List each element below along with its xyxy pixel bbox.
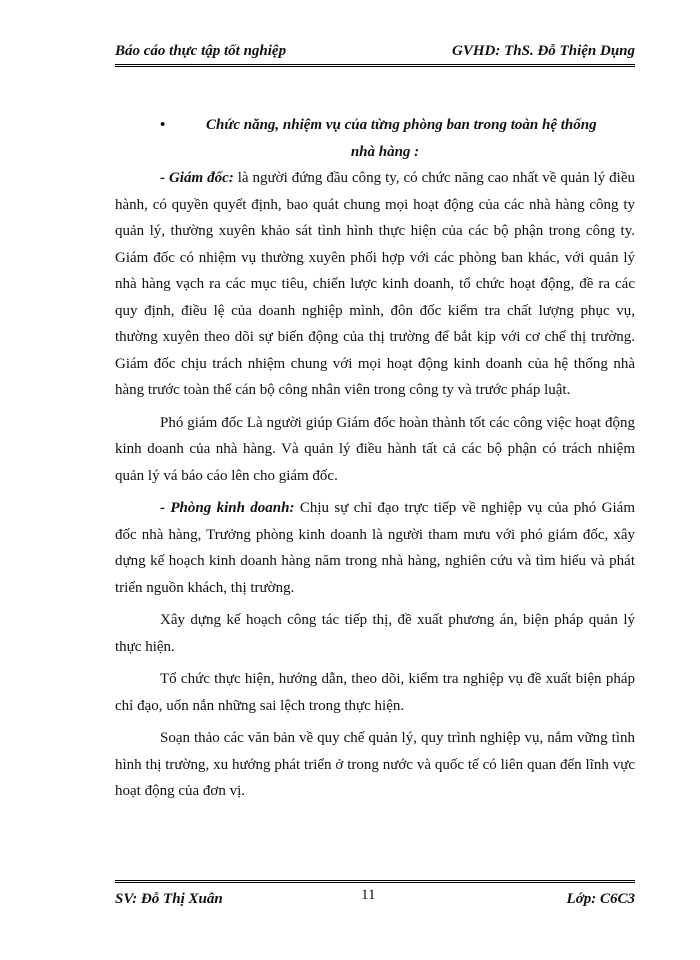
paragraph-business-dept [115,495,635,601]
page-header [115,40,635,67]
paragraph-deputy-director: Phó giám đốc Là người giúp Giám đốc hoàn thành tốt các công việc hoạt động kinh doanh của nhà hàng. Và quản lý điều hành tất cả các bộ phận có trách nhiệm quản lý vá báo cáo lên cho giám đốc. [115,414,635,484]
heading-line-1: Chức năng, nhiệm vụ của từng phòng ban trong toàn hệ thống [206,117,597,133]
heading-line-2: nhà hàng : [350,143,420,160]
lead-director: - Giám đốc: [160,170,234,186]
paragraph-marketing-plan: Xây dựng kế hoạch công tác tiếp thị, đề xuất phương án, biện pháp quản lý thực hiện. [115,612,635,655]
report-title: Báo cáo thực tập tốt nghiệp [115,43,287,59]
text-business-dept: Chịu sự chỉ đạo trực tiếp về nghiệp vụ của phó Giám đốc nhà hàng, Trưởng phòng kinh doanh là người tham mưu với phó giám đốc, xây dựng kế hoạch kinh doanh hàng năm trong nhà hàng, nghiên cứu và tìm hiểu và phát triển nguồn khách, thị trường. [115,500,635,596]
supervisor: GVHD: ThS. Đỗ Thiện Dụng [452,43,635,59]
student-name: SV: Đỗ Thị Xuân [115,891,223,907]
page-footer [115,880,635,923]
class-code: Lớp: C6C3 [566,891,635,907]
paragraph-director [115,165,635,404]
text-director: là người đứng đầu công ty, có chức năng cao nhất về quản lý điều hành, có quyền quyết định, bao quát chung mọi hoạt động của các nhà hàng công ty quản lý, thường xuyên khảo sát tình hình thực hiện của các bộ phận trong công ty. Giám đốc có nhiệm vụ thường xuyên phối hợp với các phòng ban khác, với quản lý nhà hàng vạch ra các mục tiêu, chiến lược kinh doanh, tổ chức hoạt động, đề ra các quy định, điều lệ của doanh nghiệp mình, đôn đốc kiểm tra chất lượng phục vụ, thường xuyên theo dõi sự biến động của thị trường để bắt kịp với cơ chế thị trường. Giám đốc chịu trách nhiệm chung với mọi hoạt động kinh doanh của hệ thống nhà hàng trước toàn thể cán bộ công nhân viên trong công ty và trước pháp luật. [115,170,635,398]
lead-business-dept: - Phòng kinh doanh: [160,500,295,516]
paragraph-documents: Soạn thảo các văn bản về quy chế quản lý, quy trình nghiệp vụ, nắm vững tình hình thị trường, xu hướng phát triển ở trong nước và quốc tế có liên quan đến lĩnh vực hoạt động của đơn vị. [115,730,635,799]
page-number: 11 [361,887,376,903]
page-body [115,112,635,811]
paragraph-organize: Tổ chức thực hiện, hướng dẫn, theo dõi, kiểm tra nghiệp vụ đề xuất biện pháp chỉ đạo, uốn nắn những sai lệch trong thực hiện. [115,671,635,714]
bullet-icon: • [160,117,166,133]
section-heading [115,112,635,165]
